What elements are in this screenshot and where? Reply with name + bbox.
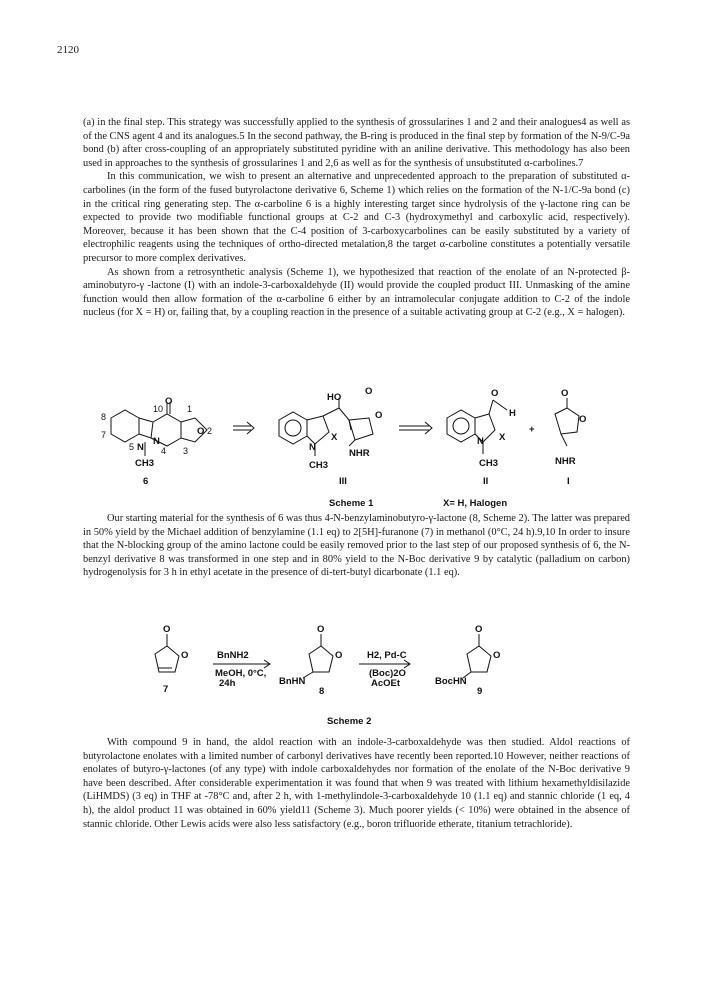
- s1-o-d1: O: [561, 388, 569, 399]
- s1-n3: 3: [183, 446, 189, 456]
- reaction-arrow-1: [213, 660, 270, 668]
- s2-reagent1-top: BnNH2: [217, 650, 249, 661]
- s1-n2: 2: [207, 426, 213, 436]
- s1-n1: 1: [187, 404, 193, 414]
- paragraph-1: (a) in the final step. This strategy was successfully applied to the synthesis of grossularines 1 and 2 and their analogues4 as well as of the CNS agent 4 and its analogues.5 In the second pathway, the B-ring is produced in the final step by formation of the N-9/C-9a bond (b) after cross-coupling of an appropriately substituted pyridine with an aniline derivative. This methodology has also been used in approaches to the synthesis of grossularines 1 and 2,6 as well as for the synthesis of unsubstituted α-carbolines.7: [83, 117, 631, 169]
- compound-7-structure: [155, 634, 179, 672]
- s2-reagent1-mid: MeOH, 0°C,: [215, 668, 267, 679]
- s2-reagent1-bot: 24h: [219, 678, 236, 689]
- s1-n-c: N: [477, 436, 484, 447]
- text-block-bottom: [83, 736, 630, 831]
- s1-o-b1: O: [365, 386, 373, 397]
- scheme-1: [83, 386, 630, 510]
- s2-reagent2-bot: AcOEt: [371, 678, 401, 689]
- page-number: 2120: [57, 44, 79, 56]
- paragraph-3: As shown from a retrosynthetic analysis (Scheme 1), we hypothesized that reaction of the enolate of an N-protected β-aminobutyro-γ -lactone (I) with an indole-3-carboxaldehyde (II) would provide the coupled product III. Unmasking of the amine function would then allow formation of the α-carboline 6 either by an intramolecular conjugate addition to C-2 of the indole nucleus (for X = H) or, failing that, by a coupling reaction in the presence of a suitable activating group at C-2 (e.g., X = halogen).: [83, 266, 630, 319]
- scheme-2-caption: Scheme 2: [327, 716, 372, 727]
- s1-n-b: N: [309, 442, 316, 453]
- s1-n4: 4: [161, 446, 167, 456]
- s2-cmpd8: 8: [319, 686, 325, 697]
- s2-o9b: O: [493, 650, 501, 661]
- scheme-2: [83, 624, 630, 732]
- s2-o8a: O: [317, 624, 325, 635]
- compound-8-structure: [303, 634, 333, 678]
- s2-o9a: O: [475, 624, 483, 635]
- s1-x-c: X: [499, 432, 506, 443]
- s1-ch3-a: CH3: [135, 458, 155, 469]
- s1-cmpd2: II: [483, 476, 489, 487]
- s2-cmpd9: 9: [477, 686, 483, 697]
- text-block-top: [83, 116, 630, 320]
- paragraph-5: With compound 9 in hand, the aldol reaction with an indole-3-carboxaldehyde was then studied. Aldol reactions of butyrolactone enolates with a limited number of carbonyl derivatives have recently been reported.10 However, neither reactions of enolates of butyro-γ-lactones (of any type) with indole carboxaldehydes nor formation of the enolate of the N-Boc derivative 9 have been described. After considerable experimentation it was found that when 9 was treated with lithium hexamethyldisilazide (LiHMDS) (3 eq) in THF at -78°C and, after 2 h, with 1-methylindole-3-carboxaldehyde 10 (1.1 eq) and stannic chloride (1 eq, 4 h), the aldol product 11 was obtained in 60% yield11 (Scheme 3). Much poorer yields (< 10%) were obtained in the absence of stannic chloride. Other Lewis acids were also less satisfactory (e.g., boron trifluoride etherate, titanium tetrachloride).: [83, 737, 630, 830]
- s1-h-c: H: [509, 408, 516, 419]
- s1-n10: 10: [153, 404, 164, 414]
- s1-n5: 5: [129, 442, 135, 452]
- s2-cmpd7: 7: [163, 684, 169, 695]
- retro-arrow-2: [399, 422, 432, 434]
- s2-reagent2-top: H2, Pd-C: [367, 650, 407, 661]
- compound-9-structure: [463, 634, 491, 678]
- s1-ch3-c: CH3: [479, 458, 499, 469]
- s2-o7a: O: [163, 624, 171, 635]
- s1-o-b2: O: [375, 410, 383, 421]
- scheme-1-note: X= H, Halogen: [443, 498, 508, 509]
- s1-ho: HO: [327, 392, 342, 403]
- s1-o2: O: [197, 426, 205, 437]
- text-block-middle: [83, 512, 630, 580]
- s2-bochn: BocHN: [435, 676, 467, 687]
- compound-I-structure: [555, 398, 579, 446]
- scheme-1-caption: Scheme 1: [329, 498, 374, 509]
- s1-ch3-b: CH3: [309, 460, 329, 471]
- s1-x-b: X: [331, 432, 338, 443]
- s1-cmpd3: III: [339, 476, 347, 487]
- s1-nhr-b: NHR: [349, 448, 370, 459]
- s1-nhr-d: NHR: [555, 456, 576, 467]
- s2-o7b: O: [181, 650, 189, 661]
- s1-o-d2: O: [579, 414, 587, 425]
- paragraph-2: In this communication, we wish to present an alternative and unprecedented approach to the preparation of substituted α-carbolines (in the form of the fused butyrolactone derivative 6, Scheme 1) which relies on the formation of the N-1/C-9a bond (c) in the critical ring generating step. The α-carboline 6 is a highly interesting target since hydrolysis of the γ-lactone ring can be expected to provide two modifiable functional groups at C-2 and C-3 (hydroxymethyl and carboxylic acid, respectively). Moreover, because it has been shown that the C-4 position of 3-carboxycarbolines can be easily substituted by a variety of electrophilic reagents using the techniques of ortho-directed metalation,8 the target α-carboline constitutes a potentially versatile precursor to more complex derivatives.: [83, 171, 630, 264]
- retro-arrow-1: [233, 422, 254, 434]
- s1-nn: N: [137, 442, 144, 453]
- s1-cmpd1: I: [567, 476, 570, 487]
- reaction-arrow-2: [359, 660, 410, 668]
- s1-o1: O: [165, 396, 173, 407]
- s2-reagent2-mid: (Boc)2O: [369, 668, 406, 679]
- s1-o-c: O: [491, 388, 499, 399]
- s1-n8: 8: [101, 412, 107, 422]
- paragraph-4: Our starting material for the synthesis of 6 was thus 4-N-benzylaminobutyro-γ-lactone (8, Scheme 2). The latter was prepared in 50% yield by the Michael addition of benzylamine (1.1 eq) to 2[5H]-furanone (7) in methanol (0°C, 24 h).9,10 In order to insure that the N-blocking group of the amino lactone could be easily removed prior to the last step of our proposed synthesis of 6, the N-benzyl derivative 8 was transformed in one step and in 80% yield to the N-Boc derivative 9 by catalytic (palladium on carbon) hydrogenolysis for 3 h in ethyl acetate in the presence of di-tert-butyl dicarbonate (1.1 eq).: [83, 513, 630, 579]
- s2-o8b: O: [335, 650, 343, 661]
- s1-n-a: N: [153, 436, 160, 447]
- s1-n7: 7: [101, 430, 107, 440]
- s1-plus: +: [529, 424, 535, 435]
- s2-bnhn: BnHN: [279, 676, 306, 687]
- s1-cmpd6: 6: [143, 476, 149, 487]
